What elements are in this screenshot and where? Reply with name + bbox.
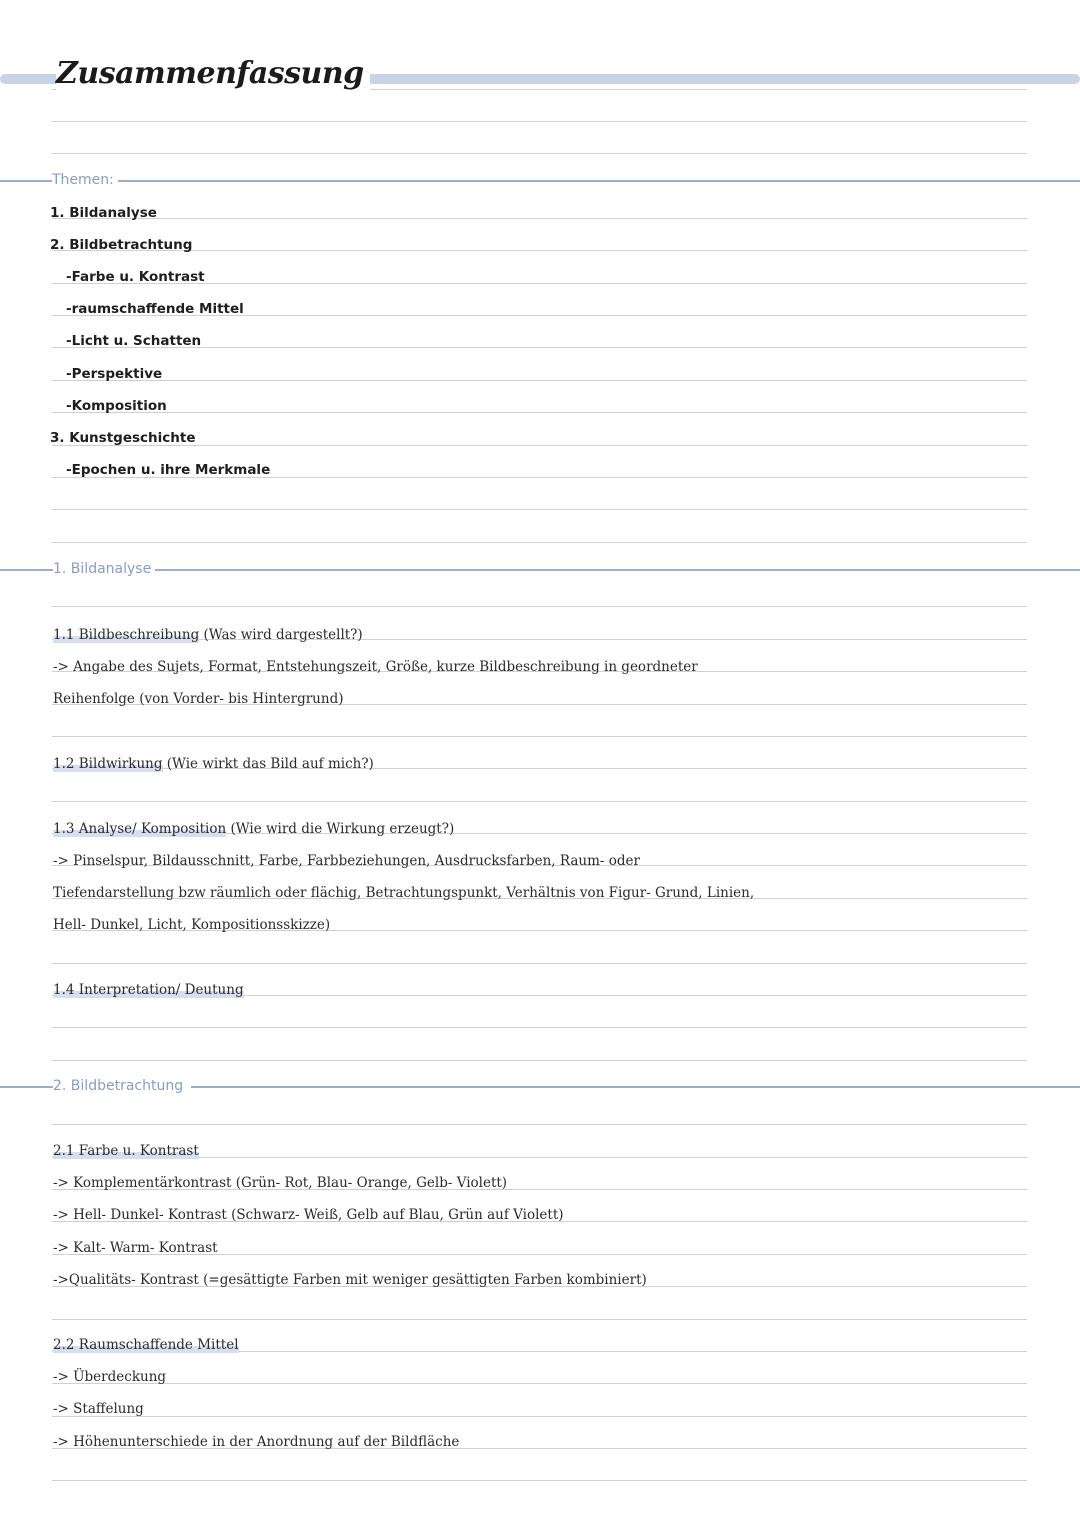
subsection-question: (Wie wirkt das Bild auf mich?) <box>162 756 374 772</box>
subsection-1-1 <box>53 627 363 643</box>
subsection-title: 1.4 Interpretation/ Deutung <box>53 982 244 998</box>
list-item: -> Hell- Dunkel- Kontrast (Schwarz- Weiß, Gelb auf Blau, Grün auf Violett) <box>53 1207 564 1223</box>
text-line: -> Angabe des Sujets, Format, Entstehungszeit, Größe, kurze Bildbeschreibung in geordneter <box>53 659 698 675</box>
text-line: Reihenfolge (von Vorder- bis Hintergrund) <box>53 691 344 707</box>
notebook-line <box>52 1319 1027 1320</box>
notebook-line <box>52 542 1027 543</box>
notebook-line <box>52 412 1027 413</box>
section-heading-bildanalyse: 1. Bildanalyse <box>53 561 155 577</box>
notebook-line <box>52 1027 1027 1028</box>
subsection-title: 2.2 Raumschaffende Mittel <box>53 1337 239 1353</box>
subsection-2-2 <box>53 1337 239 1353</box>
section-divider <box>0 180 1080 182</box>
subsection-question: (Was wird dargestellt?) <box>199 627 363 643</box>
subsection-title: 1.3 Analyse/ Komposition <box>53 821 227 837</box>
toc-item: 3. Kunstgeschichte <box>50 430 196 446</box>
themen-label: Themen: <box>52 172 118 188</box>
notebook-line <box>52 1383 1027 1384</box>
subsection-1-4 <box>53 982 244 998</box>
subsection-1-3 <box>53 821 454 837</box>
notebook-line <box>52 1480 1027 1481</box>
subsection-question: (Wie wird die Wirkung erzeugt?) <box>226 821 455 837</box>
text-line: Tiefendarstellung bzw räumlich oder flächig, Betrachtungspunkt, Verhältnis von Figur- Grund, Linien, <box>53 885 755 901</box>
notebook-line <box>52 380 1027 381</box>
notebook-line <box>52 218 1027 219</box>
list-item: -> Höhenunterschiede in der Anordnung auf der Bildfläche <box>53 1434 460 1450</box>
notebook-line <box>52 736 1027 737</box>
toc-item: -Komposition <box>66 398 167 414</box>
toc-item: 1. Bildanalyse <box>50 205 157 221</box>
notebook-line <box>52 250 1027 251</box>
text-line: Hell- Dunkel, Licht, Kompositionsskizze) <box>53 917 331 933</box>
notebook-line <box>52 1060 1027 1061</box>
notebook-line <box>52 1416 1027 1417</box>
toc-item: -Perspektive <box>66 366 163 382</box>
subsection-title: 2.1 Farbe u. Kontrast <box>53 1143 199 1159</box>
list-item: -> Überdeckung <box>53 1369 167 1385</box>
toc-item: -raumschaffende Mittel <box>66 301 244 317</box>
notebook-line <box>52 1124 1027 1125</box>
subsection-title: 1.1 Bildbeschreibung <box>53 627 200 643</box>
toc-item: -Epochen u. ihre Merkmale <box>66 462 271 478</box>
subsection-title: 1.2 Bildwirkung <box>53 756 163 772</box>
section-heading-bildbetrachtung: 2. Bildbetrachtung <box>53 1078 191 1094</box>
list-item: -> Komplementärkontrast (Grün- Rot, Blau- Orange, Gelb- Violett) <box>53 1175 508 1191</box>
notebook-line <box>52 963 1027 964</box>
notebook-line <box>52 445 1027 446</box>
list-item: -> Staffelung <box>53 1401 144 1417</box>
notebook-line <box>52 121 1027 122</box>
section-divider <box>0 569 1080 571</box>
notebook-line <box>52 153 1027 154</box>
notebook-line <box>52 606 1027 607</box>
subsection-2-1 <box>53 1143 199 1159</box>
toc-item: 2. Bildbetrachtung <box>50 237 193 253</box>
list-item: ->Qualitäts- Kontrast (=gesättigte Farben mit weniger gesättigten Farben kombiniert) <box>53 1272 647 1288</box>
toc-item: -Licht u. Schatten <box>66 333 202 349</box>
notebook-line <box>52 801 1027 802</box>
page-title: Zusammenfassung <box>56 56 370 91</box>
text-line: -> Pinselspur, Bildausschnitt, Farbe, Farbbeziehungen, Ausdrucksfarben, Raum- oder <box>53 853 640 869</box>
subsection-1-2 <box>53 756 374 772</box>
notebook-line <box>52 509 1027 510</box>
toc-item: -Farbe u. Kontrast <box>66 269 205 285</box>
list-item: -> Kalt- Warm- Kontrast <box>53 1240 218 1256</box>
